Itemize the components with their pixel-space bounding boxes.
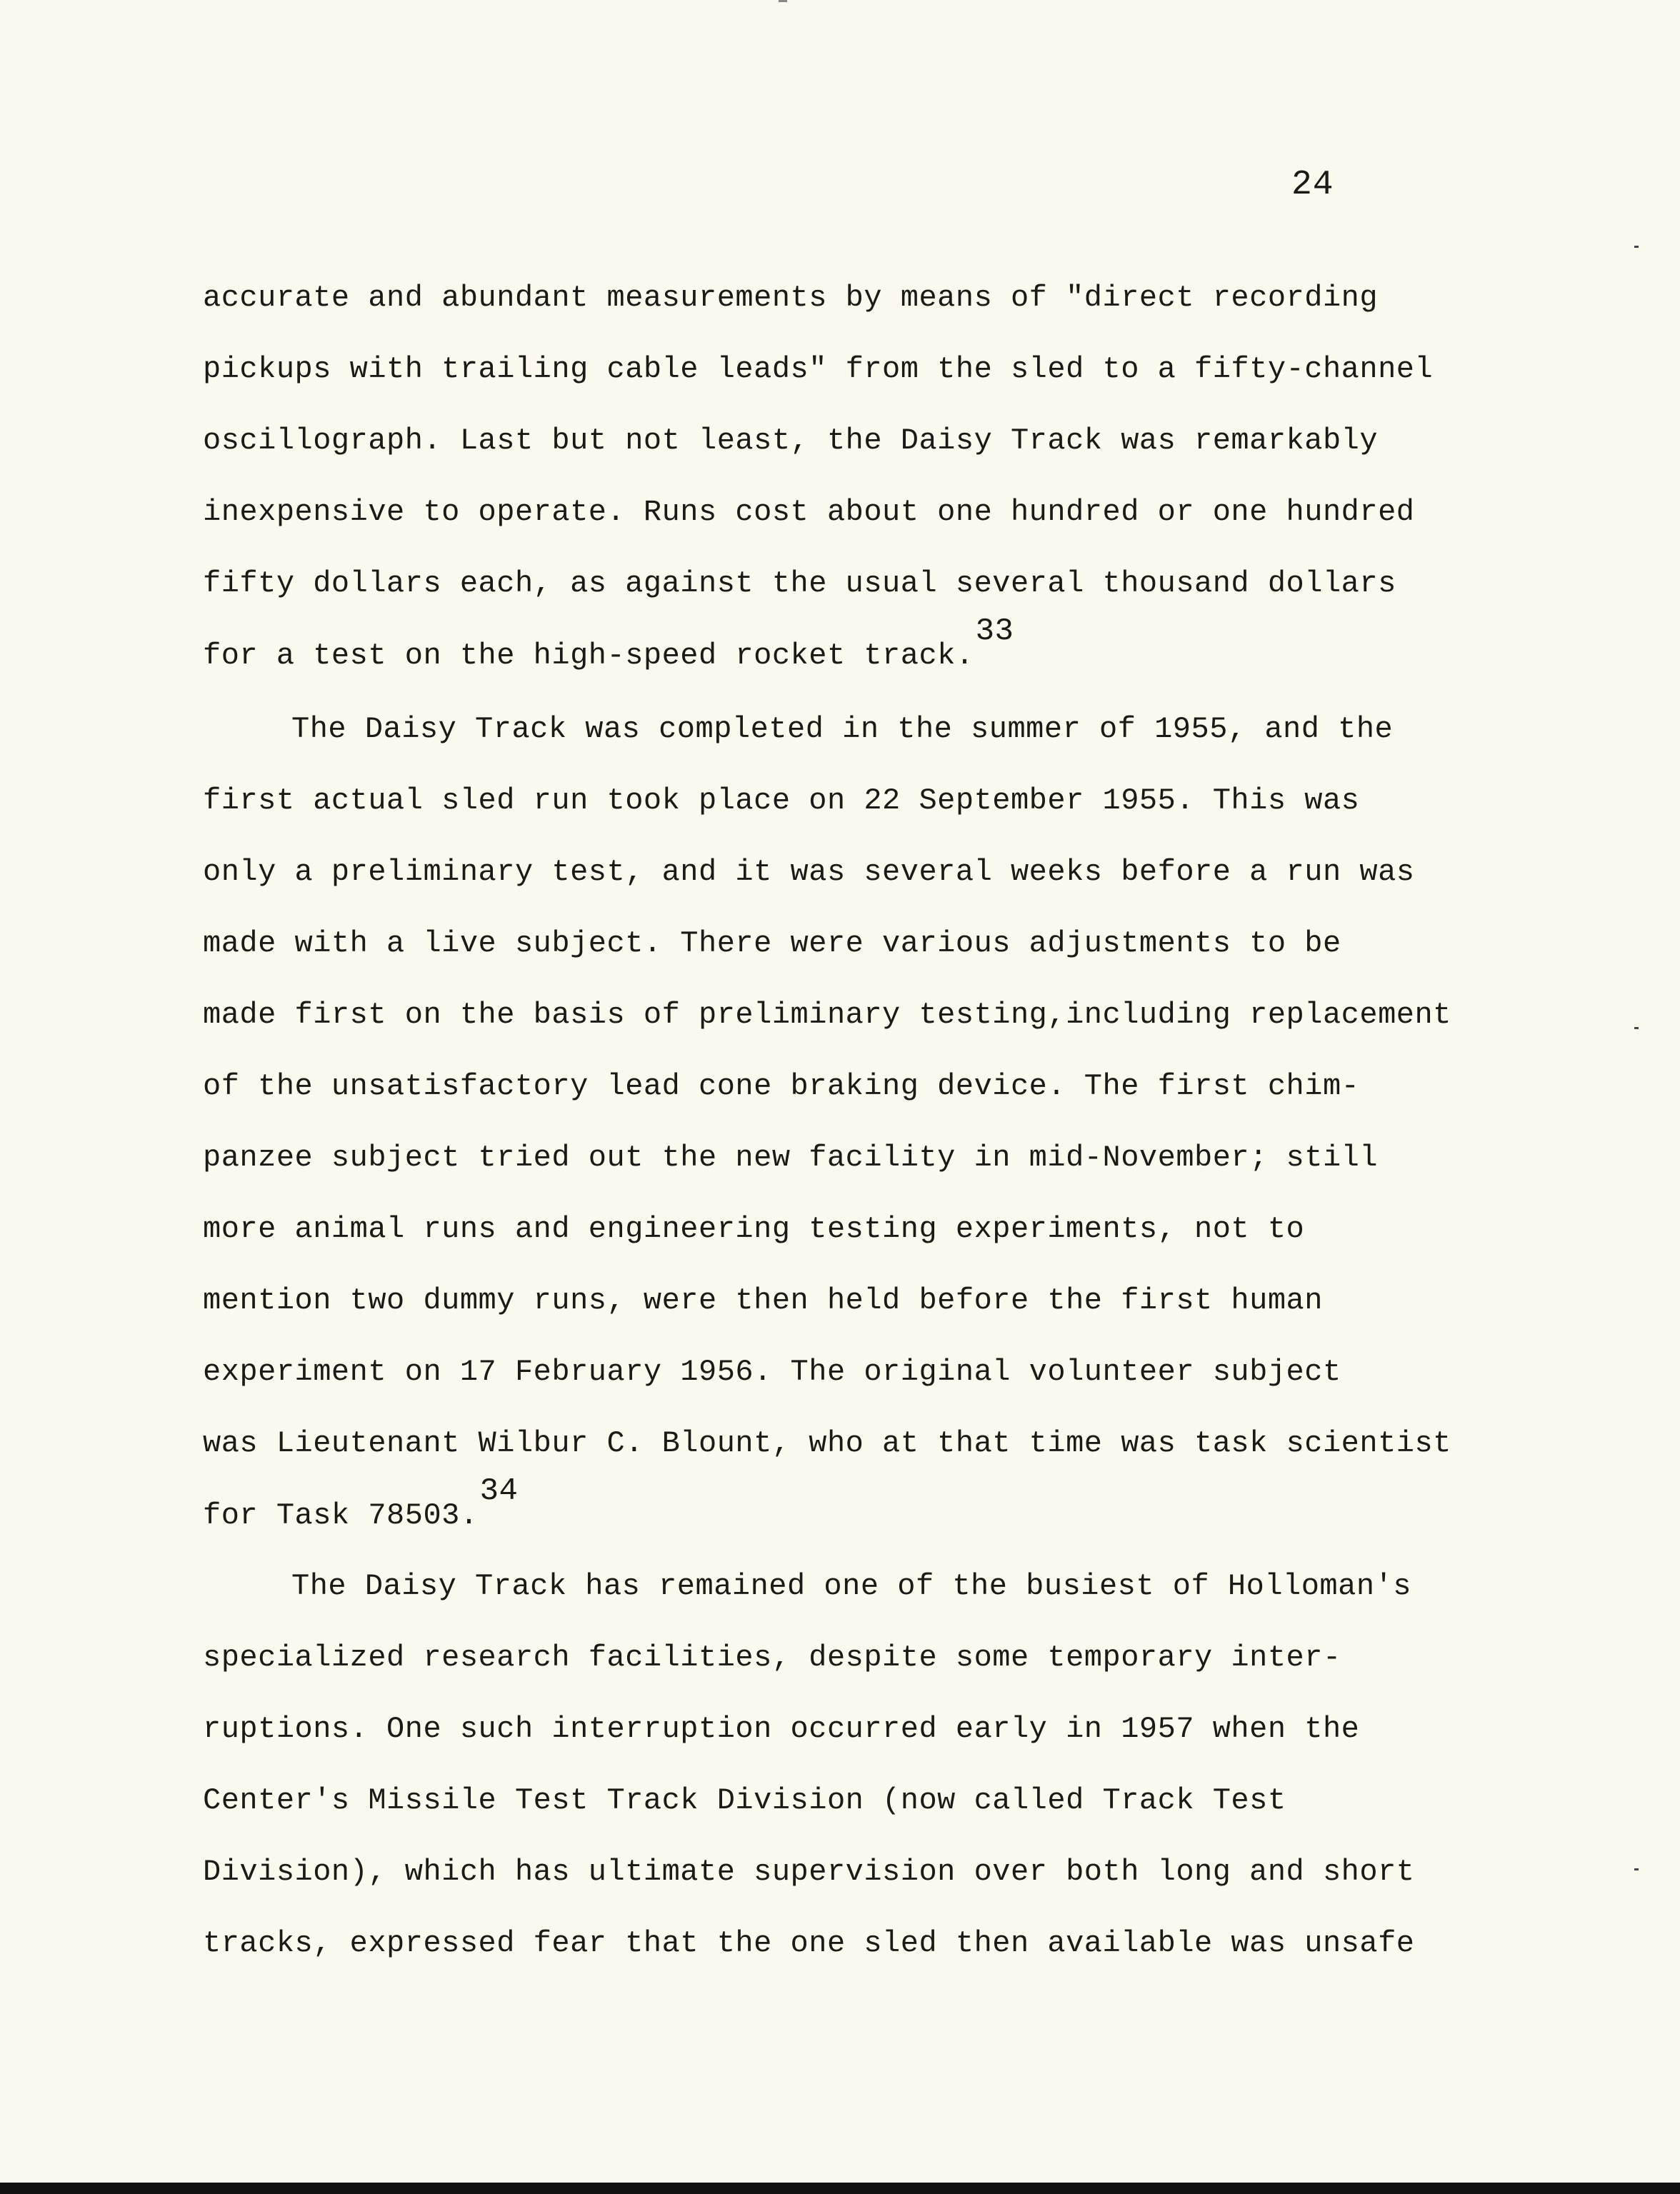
text-line: was Lieutenant Wilbur C. Blount, who at that time was task scientist [203,1426,1451,1461]
text-line: experiment on 17 February 1956. The original volunteer subject [203,1355,1341,1389]
text-line: pickups with trailing cable leads" from the sled to a fifty-channel [203,352,1434,386]
text-line: accurate and abundant measurements by means of "direct recording [203,281,1379,315]
paragraph-start: The Daisy Track has remained one of the busiest of Holloman's [291,1569,1411,1603]
scan-mark [779,0,787,2]
text-line: inexpensive to operate. Runs cost about one hundred or one hundred [203,495,1415,529]
text-line: tracks, expressed fear that the one sled then available was unsafe [203,1926,1415,1960]
text-line: specialized research facilities, despite some temporary inter- [203,1641,1341,1675]
scan-edge-mark [1634,1868,1639,1870]
text-line: of the unsatisfactory lead cone braking device. The first chim- [203,1069,1360,1103]
text-line: ruptions. One such interruption occurred early in 1957 when the [203,1712,1360,1746]
paragraph-start: The Daisy Track was completed in the summer of 1955, and the [291,712,1394,746]
text-line: only a preliminary test, and it was several weeks before a run was [203,855,1415,889]
text-line: for a test on the high-speed rocket track. [203,638,974,673]
text-line: mention two dummy runs, were then held before the first human [203,1283,1323,1318]
text-line: for Task 78503. [203,1498,479,1533]
text-line: made with a live subject. There were various adjustments to be [203,926,1341,961]
footnote-ref-34: 34 [479,1473,519,1509]
text-line: fifty dollars each, as against the usual several thousand dollars [203,566,1396,601]
text-line-with-footnote [203,613,1014,673]
text-line: panzee subject tried out the new facility in mid-November; still [203,1141,1379,1175]
text-line-with-footnote [203,1473,519,1533]
text-line: first actual sled run took place on 22 September 1955. This was [203,783,1360,818]
page-number: 24 [1291,166,1334,204]
scan-edge-mark [1634,1027,1639,1029]
text-line: made first on the basis of preliminary testing,including replacement [203,998,1451,1032]
text-line: Division), which has ultimate supervision over both long and short [203,1855,1415,1889]
text-line: oscillograph. Last but not least, the Daisy Track was remarkably [203,424,1379,458]
footnote-ref-33: 33 [975,613,1014,649]
scan-edge-mark [1634,246,1639,248]
text-line: Center's Missile Test Track Division (now called Track Test [203,1783,1286,1818]
scan-bottom-edge [0,2183,1680,2194]
text-line: more animal runs and engineering testing experiments, not to [203,1212,1305,1246]
